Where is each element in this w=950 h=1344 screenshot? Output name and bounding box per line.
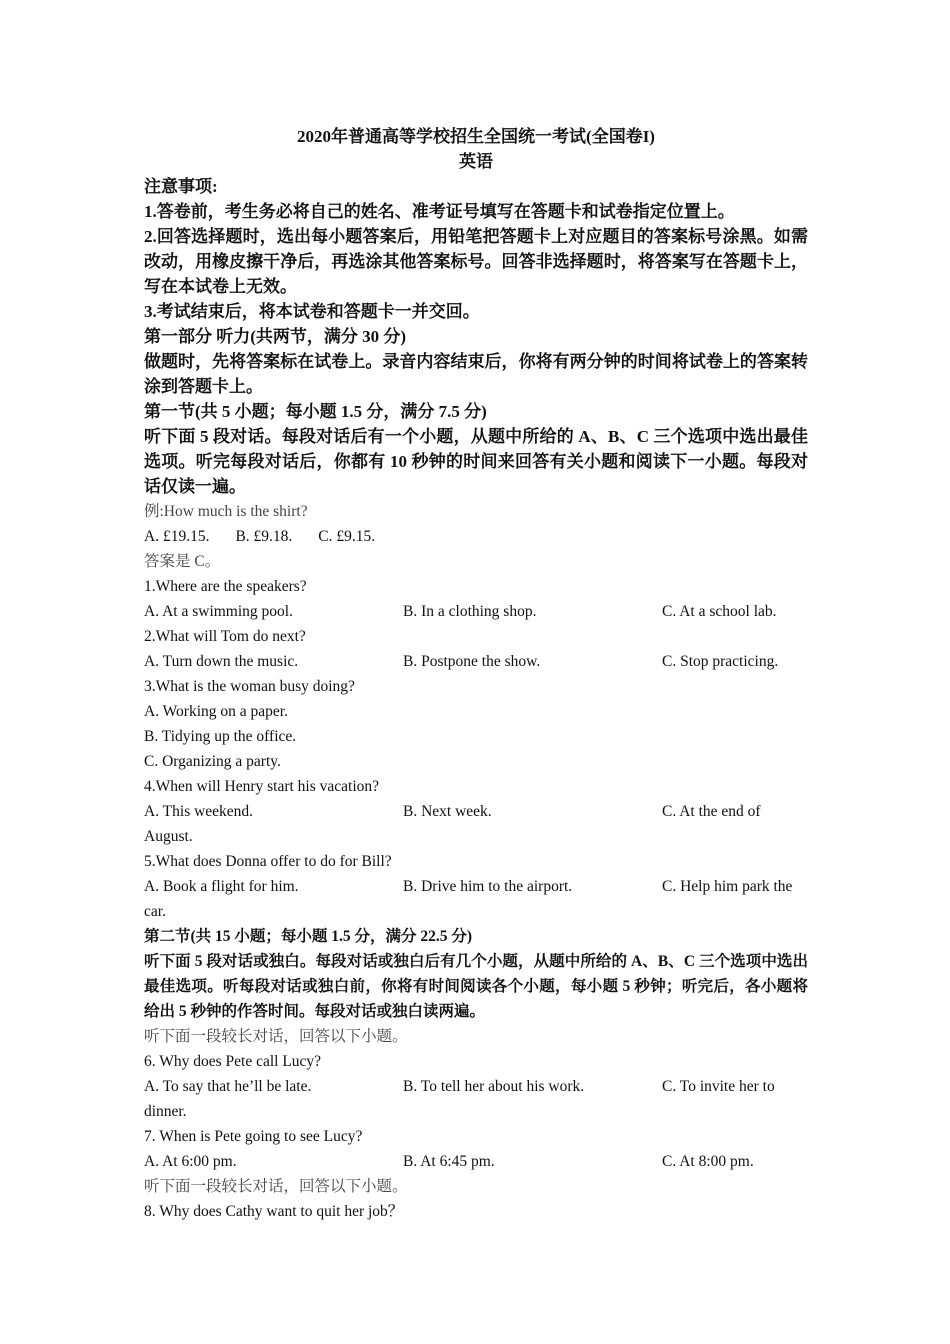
question-1-options: [144, 599, 808, 624]
question-4-options: [144, 799, 808, 824]
option-a: A. Working on a paper.: [144, 703, 288, 720]
option-c-wrap: dinner.: [144, 1103, 187, 1120]
notice-item: 2.回答选择题时，选出每小题答案后，用铅笔把答题卡上对应题目的答案标号涂黑。如需改动，用橡皮擦干净后，再选涂其他答案标号。回答非选择题时，将答案写在答题卡上，写在本试卷上无效。: [144, 227, 808, 296]
section1-instruction: 听下面 5 段对话。每段对话后有一个小题，从题中所给的 A、B、C 三个选项中选出最佳选项。听完每段对话后，你都有 10 秒钟的时间来回答有关小题和阅读下一小题。每段对话仅读一遍。: [144, 427, 808, 496]
option-b: B. Drive him to the airport.: [403, 878, 573, 895]
question-3: 3.What is the woman busy doing?: [144, 678, 355, 695]
exam-subject: 英语: [459, 152, 493, 171]
option-c-wrap: August.: [144, 828, 193, 845]
option: B. £9.18.: [235, 528, 293, 545]
question-1: 1.Where are the speakers?: [144, 578, 307, 595]
exam-page: [144, 124, 808, 1224]
notice-item: 1.答卷前，考生务必将自己的姓名、准考证号填写在答题卡和试卷指定位置上。: [144, 202, 735, 221]
option-c-wrap: car.: [144, 903, 166, 920]
part1-heading: 第一部分 听力(共两节，满分 30 分): [144, 327, 407, 346]
question-6-options: [144, 1074, 808, 1099]
option-c: C. At 8:00 pm.: [662, 1153, 754, 1170]
option-c: C. Stop practicing.: [662, 653, 779, 670]
option-c: C. At the end of: [662, 803, 761, 820]
question-5-options: [144, 874, 808, 899]
question-8: 8. Why does Cathy want to quit her job？: [144, 1203, 404, 1220]
example-question: 例:How much is the shirt?: [144, 503, 308, 520]
dialogue-prompt: 听下面一段较长对话，回答以下小题。: [144, 1028, 408, 1045]
option-a: A. Turn down the music.: [144, 653, 299, 670]
question-2: 2.What will Tom do next?: [144, 628, 306, 645]
question-7: 7. When is Pete going to see Lucy?: [144, 1128, 363, 1145]
section1-heading: 第一节(共 5 小题；每小题 1.5 分，满分 7.5 分): [144, 402, 487, 421]
question-6: 6. Why does Pete call Lucy?: [144, 1053, 322, 1070]
question-5: 5.What does Donna offer to do for Bill?: [144, 853, 392, 870]
option-b: B. Next week.: [403, 803, 492, 820]
example-options: [144, 524, 808, 549]
option-a: A. At 6:00 pm.: [144, 1153, 237, 1170]
option-b: B. Tidying up the office.: [144, 728, 297, 745]
option-c: C. Organizing a party.: [144, 753, 281, 770]
option-a: A. This weekend.: [144, 803, 254, 820]
part1-instruction: 做题时，先将答案标在试卷上。录音内容结束后，你将有两分钟的时间将试卷上的答案转涂到答题卡上。: [144, 352, 808, 396]
option-a: A. At a swimming pool.: [144, 603, 293, 620]
section2-heading: 第二节(共 15 小题；每小题 1.5 分，满分 22.5 分): [144, 928, 473, 945]
option-c: C. To invite her to: [662, 1078, 775, 1095]
notice-item: 3.考试结束后，将本试卷和答题卡一并交回。: [144, 302, 480, 321]
option-b: B. At 6:45 pm.: [403, 1153, 495, 1170]
notice-heading: 注意事项:: [144, 177, 218, 196]
question-7-options: [144, 1149, 808, 1174]
exam-title: 2020年普通高等学校招生全国统一考试(全国卷I): [297, 127, 655, 146]
question-4: 4.When will Henry start his vacation?: [144, 778, 380, 795]
section2-instruction: 听下面 5 段对话或独白。每段对话或独白后有几个小题，从题中所给的 A、B、C 三个选项中选出最佳选项。听每段对话或独白前，你将有时间阅读各个小题，每小题 5 秒钟；听完后，各小题将给出 5 秒钟的作答时间。每段对话或独白读两遍。: [144, 953, 808, 1020]
option-b: B. To tell her about his work.: [403, 1078, 585, 1095]
option-b: B. Postpone the show.: [403, 653, 541, 670]
option: C. £9.15.: [318, 528, 376, 545]
option-c: C. Help him park the: [662, 878, 793, 895]
dialogue-prompt: 听下面一段较长对话，回答以下小题。: [144, 1178, 408, 1195]
question-2-options: [144, 649, 808, 674]
example-answer: 答案是 C。: [144, 553, 221, 570]
option-c: C. At a school lab.: [662, 603, 777, 620]
option: A. £19.15.: [144, 528, 210, 545]
option-a: A. Book a flight for him.: [144, 878, 299, 895]
option-a: A. To say that he’ll be late.: [144, 1078, 312, 1095]
option-b: B. In a clothing shop.: [403, 603, 537, 620]
